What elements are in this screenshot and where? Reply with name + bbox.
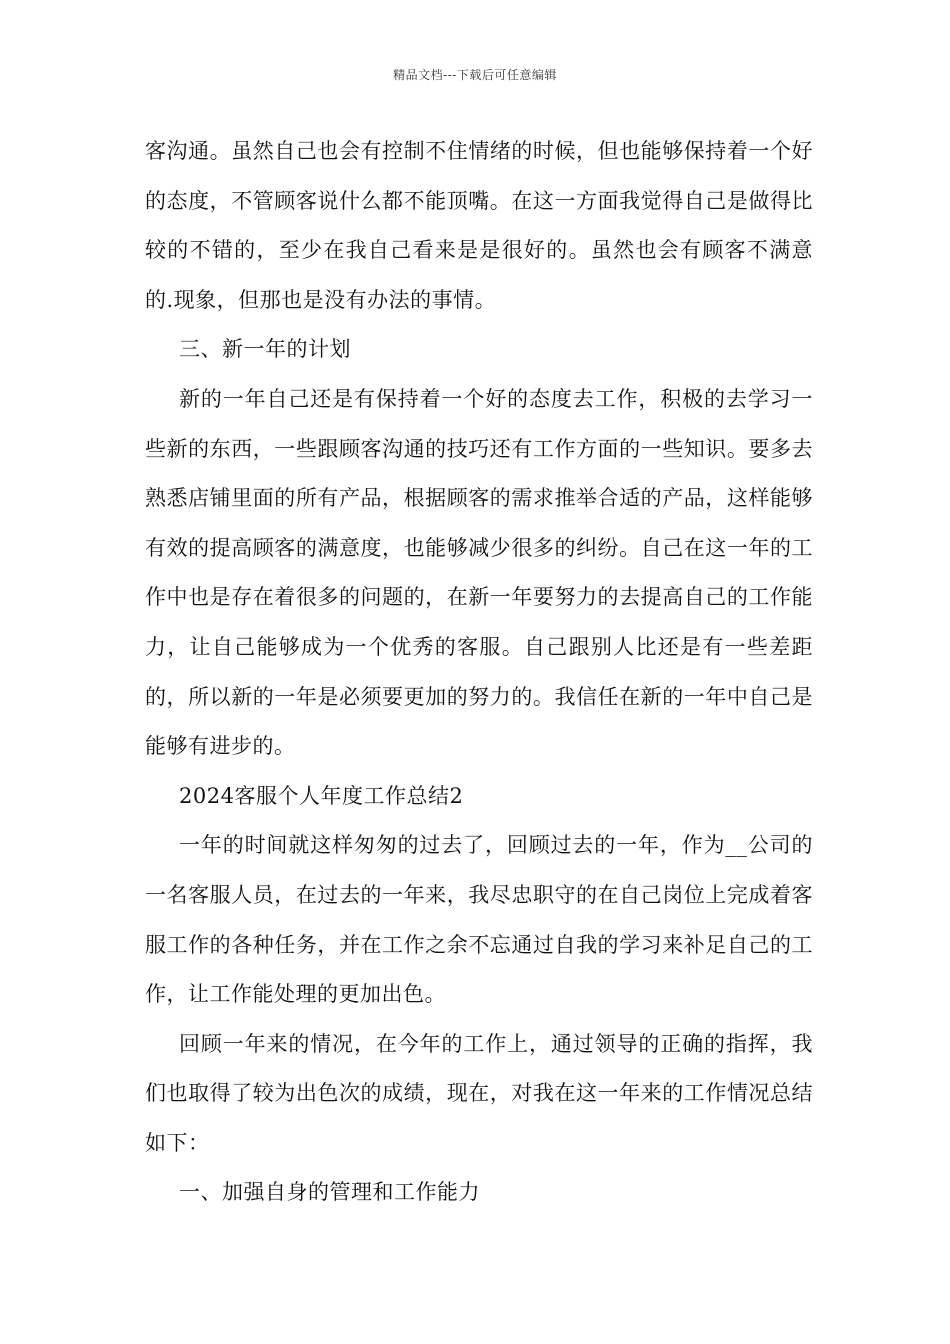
paragraph-intro: 一年的时间就这样匆匆的过去了，回顾过去的一年，作为__公司的一名客服人员，在过去的一年来，我尽忠职守的在自己岗位上完成着客服工作的各种任务，并在工作之余不忘通过自我的学习来补足自己的工作，让工作能处理的更加出色。 [145, 833, 813, 1007]
paragraph-new-year-plan: 新的一年自己还是有保持着一个好的态度去工作，积极的去学习一些新的东西，一些跟顾客沟通的技巧还有工作方面的一些知识。要多去熟悉店铺里面的所有产品，根据顾客的需求推举合适的产品，这样能够有效的提高顾客的满意度，也能够减少很多的纠纷。自己在这一年的工作中也是存在着很多的问题的，在新一年要努力的去提高自己的工作能力，让自己能够成为一个优秀的客服。自己跟别人比还是有一些差距的，所以新的一年是必须要更加的努力的。我信任在新的一年中自己是能够有进步的。 [145, 386, 813, 759]
document-body [145, 127, 813, 1218]
document-title-summary-2: 2024客服个人年度工作总结2 [179, 783, 464, 808]
paragraph-continuation: 客沟通。虽然自己也会有控制不住情绪的时候，但也能够保持着一个好的态度，不管顾客说什么都不能顶嘴。在这一方面我觉得自己是做得比较的不错的，至少在我自己看来是是很好的。虽然也会有顾客不满意的.现象，但那也是没有办法的事情。 [145, 139, 813, 312]
section-heading-new-year-plan: 三、新一年的计划 [179, 337, 351, 362]
page-header: 精品文档---下载后可任意编辑 [393, 68, 557, 82]
paragraph-review: 回顾一年来的情况，在今年的工作上，通过领导的正确的指挥，我们也取得了较为出色次的成绩，现在，对我在这一年来的工作情况总结如下： [145, 1031, 813, 1155]
section-heading-self-management: 一、加强自身的管理和工作能力 [179, 1180, 480, 1205]
